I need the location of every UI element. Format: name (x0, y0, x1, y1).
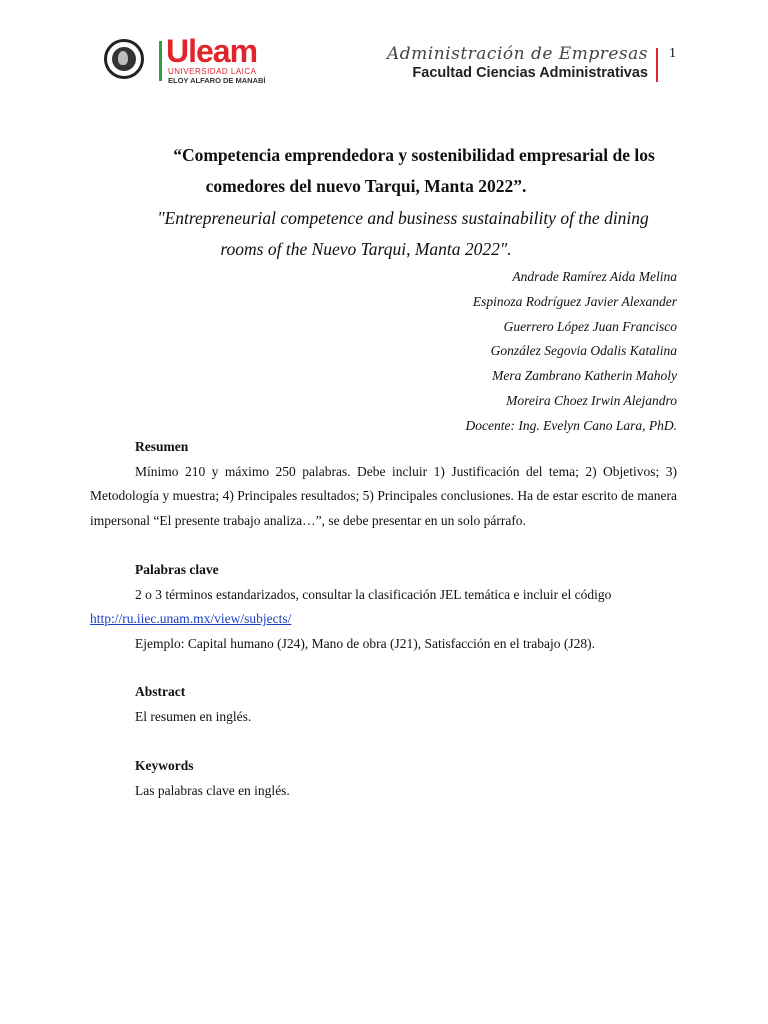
author: Moreira Choez Irwin Alejandro (506, 392, 677, 408)
university-seal-icon (104, 39, 144, 79)
resumen-heading: Resumen (135, 439, 189, 454)
resumen-text: Mínimo 210 y máximo 250 palabras. Debe incluir 1) Justificación del tema; 2) Objetivos; 3) Metodología y muestra; 4) Principales resultados; 5) Principales conclusiones. Ha de estar escrito de manera impersonal “El presente trabajo analiza…”, se debe presentar en un solo párrafo. (90, 463, 677, 528)
page-number: 1 (669, 46, 676, 61)
title-es-line2: comedores del nuevo Tarqui, Manta 2022”. (205, 176, 527, 196)
author-list (466, 265, 677, 439)
logo-line2: ELOY ALFARO DE MANABÍ (168, 76, 266, 85)
abstract-text: El resumen en inglés. (135, 708, 252, 724)
faculty-script: Administración de Empresas (387, 44, 648, 64)
author: Espinoza Rodríguez Javier Alexander (472, 293, 677, 309)
keywords-section (90, 754, 677, 803)
logo-divider (159, 41, 162, 81)
author: Mera Zambrano Katherin Maholy (492, 368, 677, 384)
palabras-clave-text: 2 o 3 términos estandarizados, consultar la clasificación JEL temática e incluir el código (135, 586, 612, 602)
palabras-clave-section (90, 558, 677, 656)
logo-brand: Uleam (166, 33, 258, 69)
resumen-section (90, 435, 677, 533)
palabras-clave-example: Ejemplo: Capital humano (J24), Mano de obra (J21), Satisfacción en el trabajo (J28). (135, 635, 596, 651)
author: Guerrero López Juan Francisco (503, 318, 677, 334)
advisor: Docente: Ing. Evelyn Cano Lara, PhD. (465, 417, 677, 433)
abstract-heading: Abstract (135, 684, 186, 699)
abstract-section (90, 680, 677, 729)
title-english (90, 203, 678, 265)
title-spanish (90, 140, 678, 202)
title-en-line2: rooms of the Nuevo Tarqui, Manta 2022". (220, 239, 512, 259)
author: Andrade Ramírez Aida Melina (512, 269, 677, 284)
uleam-logo (104, 33, 284, 87)
faculty-logo (387, 44, 660, 86)
palabras-clave-heading: Palabras clave (135, 562, 219, 577)
keywords-text: Las palabras clave en inglés. (135, 782, 290, 798)
faculty-name: Facultad Ciencias Administrativas (412, 65, 648, 81)
faculty-divider (656, 48, 658, 82)
keywords-heading: Keywords (135, 758, 194, 773)
title-es-line1: “Competencia emprendedora y sostenibilidad empresarial de los (173, 145, 655, 165)
page-header (0, 33, 768, 86)
logo-line1: UNIVERSIDAD LAICA (168, 67, 257, 76)
author: González Segovia Odalis Katalina (490, 343, 677, 359)
title-en-line1: "Entrepreneurial competence and business sustainability of the dining (157, 208, 649, 228)
jel-link[interactable]: http://ru.iiec.unam.mx/view/subjects/ (90, 611, 292, 626)
